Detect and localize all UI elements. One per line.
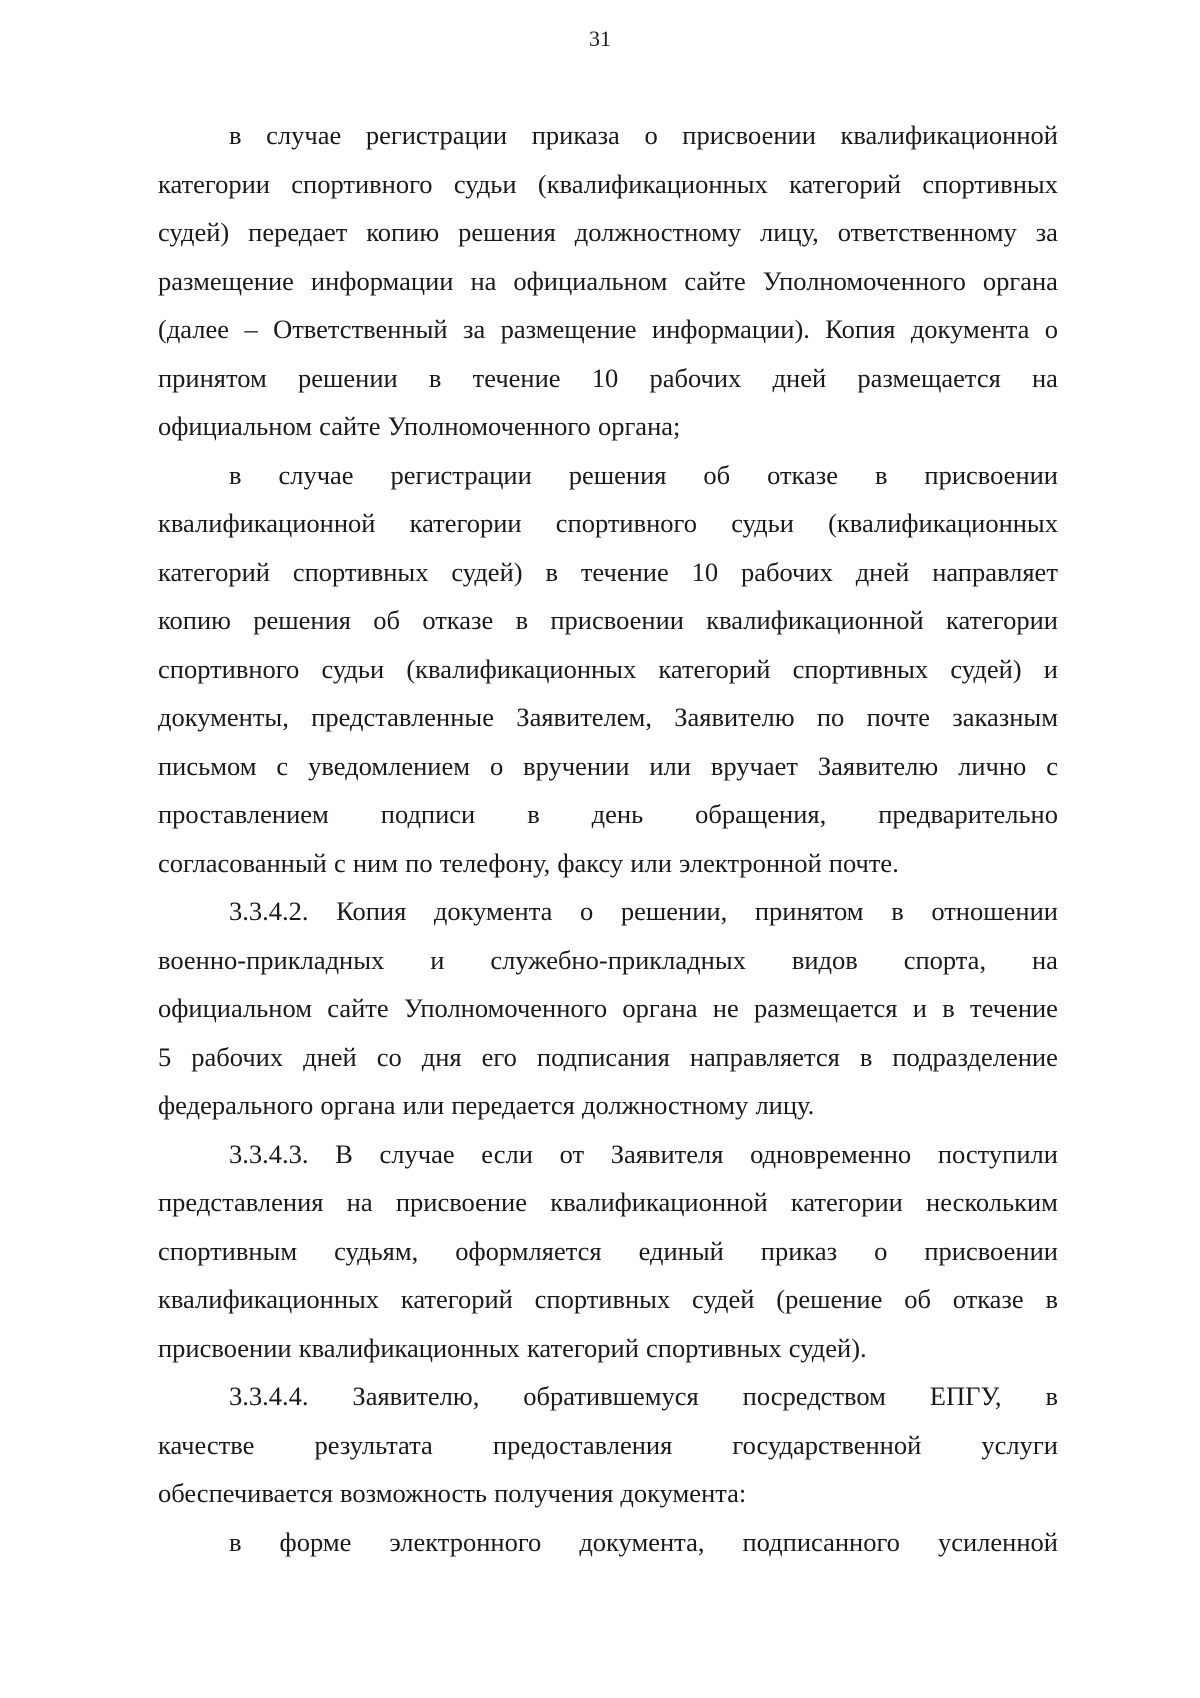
word: спортивных: [534, 1284, 671, 1314]
text-line: [158, 1227, 1058, 1276]
word: подписания: [536, 1041, 670, 1072]
word: подразделение: [892, 1041, 1058, 1072]
paragraph: [158, 1518, 1058, 1567]
word: 3.3.4.4.: [229, 1381, 309, 1411]
word: письмом: [158, 750, 257, 781]
word: форме: [279, 1526, 352, 1557]
word: ЕПГУ,: [929, 1381, 1002, 1411]
word: в: [545, 556, 558, 587]
word: Уполномоченного: [403, 993, 608, 1023]
word: лицу.: [755, 1090, 815, 1120]
word: приказа: [531, 120, 620, 150]
text-line: [158, 1178, 1058, 1227]
word: документа,: [579, 1526, 705, 1557]
word: не: [712, 993, 739, 1023]
word: качестве: [158, 1429, 255, 1460]
word: рабочих: [741, 556, 833, 587]
word: на: [1032, 944, 1058, 975]
word: в: [229, 1526, 242, 1557]
word: судей): [451, 556, 523, 587]
word: 10: [591, 362, 619, 393]
word: дня: [421, 1041, 462, 1072]
word: –: [244, 314, 258, 344]
word: с: [276, 750, 289, 781]
word: услуги: [981, 1429, 1058, 1460]
text-line: [158, 596, 1058, 645]
word: спортивных: [292, 556, 429, 587]
word: присвоении: [550, 605, 684, 635]
word: государственной: [732, 1429, 922, 1460]
word: о: [644, 120, 658, 150]
word: судьи: [731, 508, 794, 538]
word: размещение: [158, 265, 294, 296]
word: 5: [158, 1041, 172, 1072]
word: решении: [297, 362, 398, 393]
word: согласованный: [158, 847, 327, 878]
word: судьи: [453, 168, 517, 199]
word: об: [904, 1284, 931, 1314]
word: категории: [409, 508, 522, 538]
word: и: [1043, 653, 1058, 684]
text-line: [158, 1033, 1058, 1082]
word: обратившемуся: [523, 1381, 699, 1411]
word: по: [405, 847, 433, 878]
word: за: [1035, 217, 1058, 247]
word: в: [1045, 1284, 1058, 1314]
word: в: [1045, 1381, 1058, 1411]
word: почте: [866, 702, 930, 732]
word: случае: [278, 459, 354, 490]
text-line: [158, 693, 1058, 742]
paragraph: [158, 111, 1058, 451]
word: подписанного: [742, 1526, 900, 1557]
paragraph: [158, 1372, 1058, 1518]
word: присвоении: [158, 1332, 292, 1363]
word: сайте: [319, 411, 381, 441]
text-line: [158, 887, 1058, 936]
word: документа:: [620, 1478, 747, 1508]
text-line: [158, 499, 1058, 548]
word: или: [630, 847, 672, 878]
word: категории: [790, 1187, 903, 1217]
word: ним: [352, 847, 398, 878]
word: федерального: [158, 1090, 314, 1120]
text-line: [158, 645, 1058, 694]
word: сайте: [684, 265, 746, 296]
paragraph: [158, 451, 1058, 888]
word: дней: [303, 1041, 357, 1072]
word: предварительно: [878, 799, 1058, 829]
word: рабочих: [649, 362, 742, 393]
word: поступили: [937, 1138, 1058, 1169]
word: органа: [982, 265, 1058, 296]
word: размещается: [857, 362, 1001, 393]
word: вручении: [523, 750, 630, 781]
text-line: [158, 451, 1058, 500]
text-line: [158, 160, 1058, 209]
word: органа;: [597, 411, 681, 441]
text-line: [158, 1324, 1058, 1373]
text-line: [158, 742, 1058, 791]
word: от: [559, 1138, 585, 1169]
word: решения: [253, 605, 351, 635]
word: оформляется: [455, 1235, 602, 1266]
word: единый: [638, 1235, 724, 1266]
word: о: [489, 750, 504, 781]
word: и: [430, 944, 445, 975]
word: присвоении: [924, 1235, 1058, 1266]
text-line: [158, 111, 1058, 160]
word: передается: [451, 1090, 575, 1120]
paragraph: [158, 1130, 1058, 1373]
word: (квалификационных: [828, 508, 1058, 538]
word: рабочих: [191, 1041, 284, 1072]
text-line: [158, 984, 1058, 1033]
word: об: [373, 605, 401, 635]
word: присвоении: [682, 120, 816, 150]
word: в: [229, 459, 242, 490]
text-line: [158, 208, 1058, 257]
word: возможность: [340, 1478, 487, 1508]
word: квалификационных: [298, 1332, 520, 1363]
word: размещается: [754, 993, 898, 1023]
word: категорий: [158, 556, 270, 587]
word: официальном: [158, 993, 312, 1023]
word: отношении: [931, 896, 1058, 926]
word: о: [874, 1235, 888, 1266]
text-line: [158, 354, 1058, 403]
word: квалификационной: [840, 120, 1058, 150]
word: органа: [622, 993, 698, 1023]
word: судей): [950, 653, 1022, 684]
word: уведомлением: [308, 750, 471, 781]
word: электронного: [389, 1526, 542, 1557]
word: присвоении: [924, 459, 1058, 490]
word: Уполномоченного: [762, 265, 966, 296]
text-line: [158, 790, 1058, 839]
word: об: [703, 459, 731, 490]
word: категорий: [400, 1284, 513, 1314]
text-line: [158, 402, 1058, 451]
word: спортивного: [158, 653, 300, 684]
word: усиленной: [937, 1526, 1058, 1557]
word: в: [874, 459, 888, 490]
word: документа: [433, 896, 553, 926]
word: в: [428, 362, 442, 393]
word: В: [335, 1138, 353, 1169]
word: представления: [158, 1187, 324, 1217]
word: официальном: [158, 411, 312, 441]
word: о: [580, 896, 594, 926]
text-line: [158, 1421, 1058, 1470]
word: Ответственный: [273, 314, 448, 344]
text-line: [158, 839, 1058, 888]
word: в: [527, 799, 540, 829]
word: Уполномоченного: [387, 411, 591, 441]
word: на: [470, 265, 497, 296]
word: передает: [248, 217, 348, 247]
word: судей).: [788, 1332, 867, 1363]
word: представленные: [311, 702, 494, 732]
word: случае: [266, 120, 342, 150]
word: категорий: [789, 168, 902, 199]
document-body: [158, 111, 1058, 1566]
word: или: [649, 750, 691, 781]
text-line: [158, 1130, 1058, 1179]
word: телефону,: [439, 847, 551, 878]
word: вручает: [710, 750, 798, 781]
word: регистрации: [390, 459, 532, 490]
word: квалификационной: [158, 508, 376, 538]
word: течение: [580, 556, 669, 587]
word: спортивного: [555, 508, 698, 538]
word: категорий: [658, 653, 771, 684]
text-line: [158, 1469, 1058, 1518]
word: решении,: [620, 896, 728, 926]
word: судей): [158, 217, 230, 247]
word: категории: [946, 605, 1058, 635]
word: (квалификационных: [406, 653, 637, 684]
word: должностному: [574, 217, 742, 247]
word: квалификационной: [706, 605, 924, 635]
word: категорий: [526, 1332, 639, 1363]
word: день: [591, 799, 644, 829]
word: со: [376, 1041, 402, 1072]
word: отказе: [767, 459, 839, 490]
word: с: [333, 847, 346, 878]
word: получения: [494, 1478, 614, 1508]
word: Заявителю: [674, 702, 795, 732]
text-line: [158, 936, 1058, 985]
word: решения: [458, 217, 556, 247]
word: почте.: [828, 847, 899, 878]
word: заказным: [952, 702, 1058, 732]
word: информации: [310, 265, 454, 296]
word: отказе: [952, 1284, 1024, 1314]
text-line: [158, 305, 1058, 354]
word: сайте: [327, 993, 389, 1023]
word: военно-прикладных: [158, 944, 385, 975]
word: факсу: [557, 847, 624, 878]
word: Заявителя: [610, 1138, 724, 1169]
word: проставлением: [158, 799, 329, 829]
text-line: [158, 257, 1058, 306]
word: отказе: [422, 605, 494, 635]
text-line: [158, 1372, 1058, 1421]
word: видов: [791, 944, 858, 975]
word: если: [481, 1138, 533, 1169]
word: обращения,: [695, 799, 827, 829]
word: спорта,: [903, 944, 987, 975]
word: квалификационной: [550, 1187, 768, 1217]
word: о: [1044, 314, 1058, 344]
word: судьям,: [334, 1235, 419, 1266]
word: течение: [472, 362, 561, 393]
word: на: [346, 1187, 373, 1217]
paragraph: [158, 887, 1058, 1130]
word: спортивного: [291, 168, 433, 199]
word: официальном: [513, 265, 668, 296]
word: органа: [320, 1090, 396, 1120]
word: категории: [158, 168, 270, 199]
word: в: [859, 1041, 873, 1072]
word: квалификационных: [158, 1284, 380, 1314]
word: предоставления: [492, 1429, 673, 1460]
word: в: [229, 120, 242, 150]
word: регистрации: [365, 120, 508, 150]
word: обеспечивается: [158, 1478, 333, 1508]
word: направляется: [689, 1041, 840, 1072]
word: спортивных: [922, 168, 1058, 199]
word: спортивных: [646, 1332, 782, 1363]
word: направляет: [932, 556, 1058, 587]
word: посредством: [742, 1381, 886, 1411]
text-line: [158, 1518, 1058, 1567]
word: дней: [772, 362, 827, 393]
word: течение: [970, 993, 1058, 1023]
word: (квалификационных: [537, 168, 768, 199]
word: 3.3.4.3.: [229, 1138, 309, 1169]
text-line: [158, 1275, 1058, 1324]
word: подписи: [380, 799, 476, 829]
word: за: [463, 314, 486, 344]
word: (решение: [776, 1284, 883, 1314]
word: принятом: [754, 896, 864, 926]
word: одновременно: [750, 1138, 912, 1169]
word: лицу,: [759, 217, 819, 247]
word: служебно-прикладных: [490, 944, 746, 975]
word: результата: [314, 1429, 433, 1460]
word: его: [481, 1041, 517, 1072]
word: с: [1046, 750, 1058, 781]
word: Заявителем,: [516, 702, 652, 732]
word: копию: [158, 605, 231, 635]
word: решения: [568, 459, 667, 490]
word: Заявителю,: [352, 1381, 480, 1411]
word: ответственному: [837, 217, 1017, 247]
text-line: [158, 1081, 1058, 1130]
word: нескольким: [926, 1187, 1058, 1217]
word: судей: [692, 1284, 755, 1314]
word: копию: [366, 217, 440, 247]
word: лично: [958, 750, 1027, 781]
word: Заявителю: [817, 750, 939, 781]
text-line: [158, 548, 1058, 597]
word: в: [942, 993, 955, 1023]
word: на: [1032, 362, 1058, 393]
word: в: [891, 896, 904, 926]
word: Копия: [336, 896, 407, 926]
word: Копия: [825, 314, 896, 344]
word: документы,: [158, 702, 289, 732]
word: приказ: [760, 1235, 838, 1266]
word: (далее: [158, 314, 230, 344]
word: спортивным: [158, 1235, 298, 1266]
word: случае: [379, 1138, 455, 1169]
word: в: [515, 605, 529, 635]
word: присвоение: [395, 1187, 527, 1217]
word: спортивных: [792, 653, 929, 684]
word: или: [402, 1090, 445, 1120]
word: информации).: [651, 314, 810, 344]
word: по: [816, 702, 845, 732]
word: электронной: [679, 847, 822, 878]
word: принятом: [158, 362, 267, 393]
word: должностному: [581, 1090, 749, 1120]
word: судьи: [321, 653, 385, 684]
word: размещение: [500, 314, 637, 344]
word: и: [912, 993, 927, 1023]
word: 10: [691, 556, 719, 587]
word: дней: [855, 556, 910, 587]
word: 3.3.4.2.: [229, 896, 309, 926]
page-number: 31: [589, 26, 611, 51]
word: документа: [910, 314, 1030, 344]
